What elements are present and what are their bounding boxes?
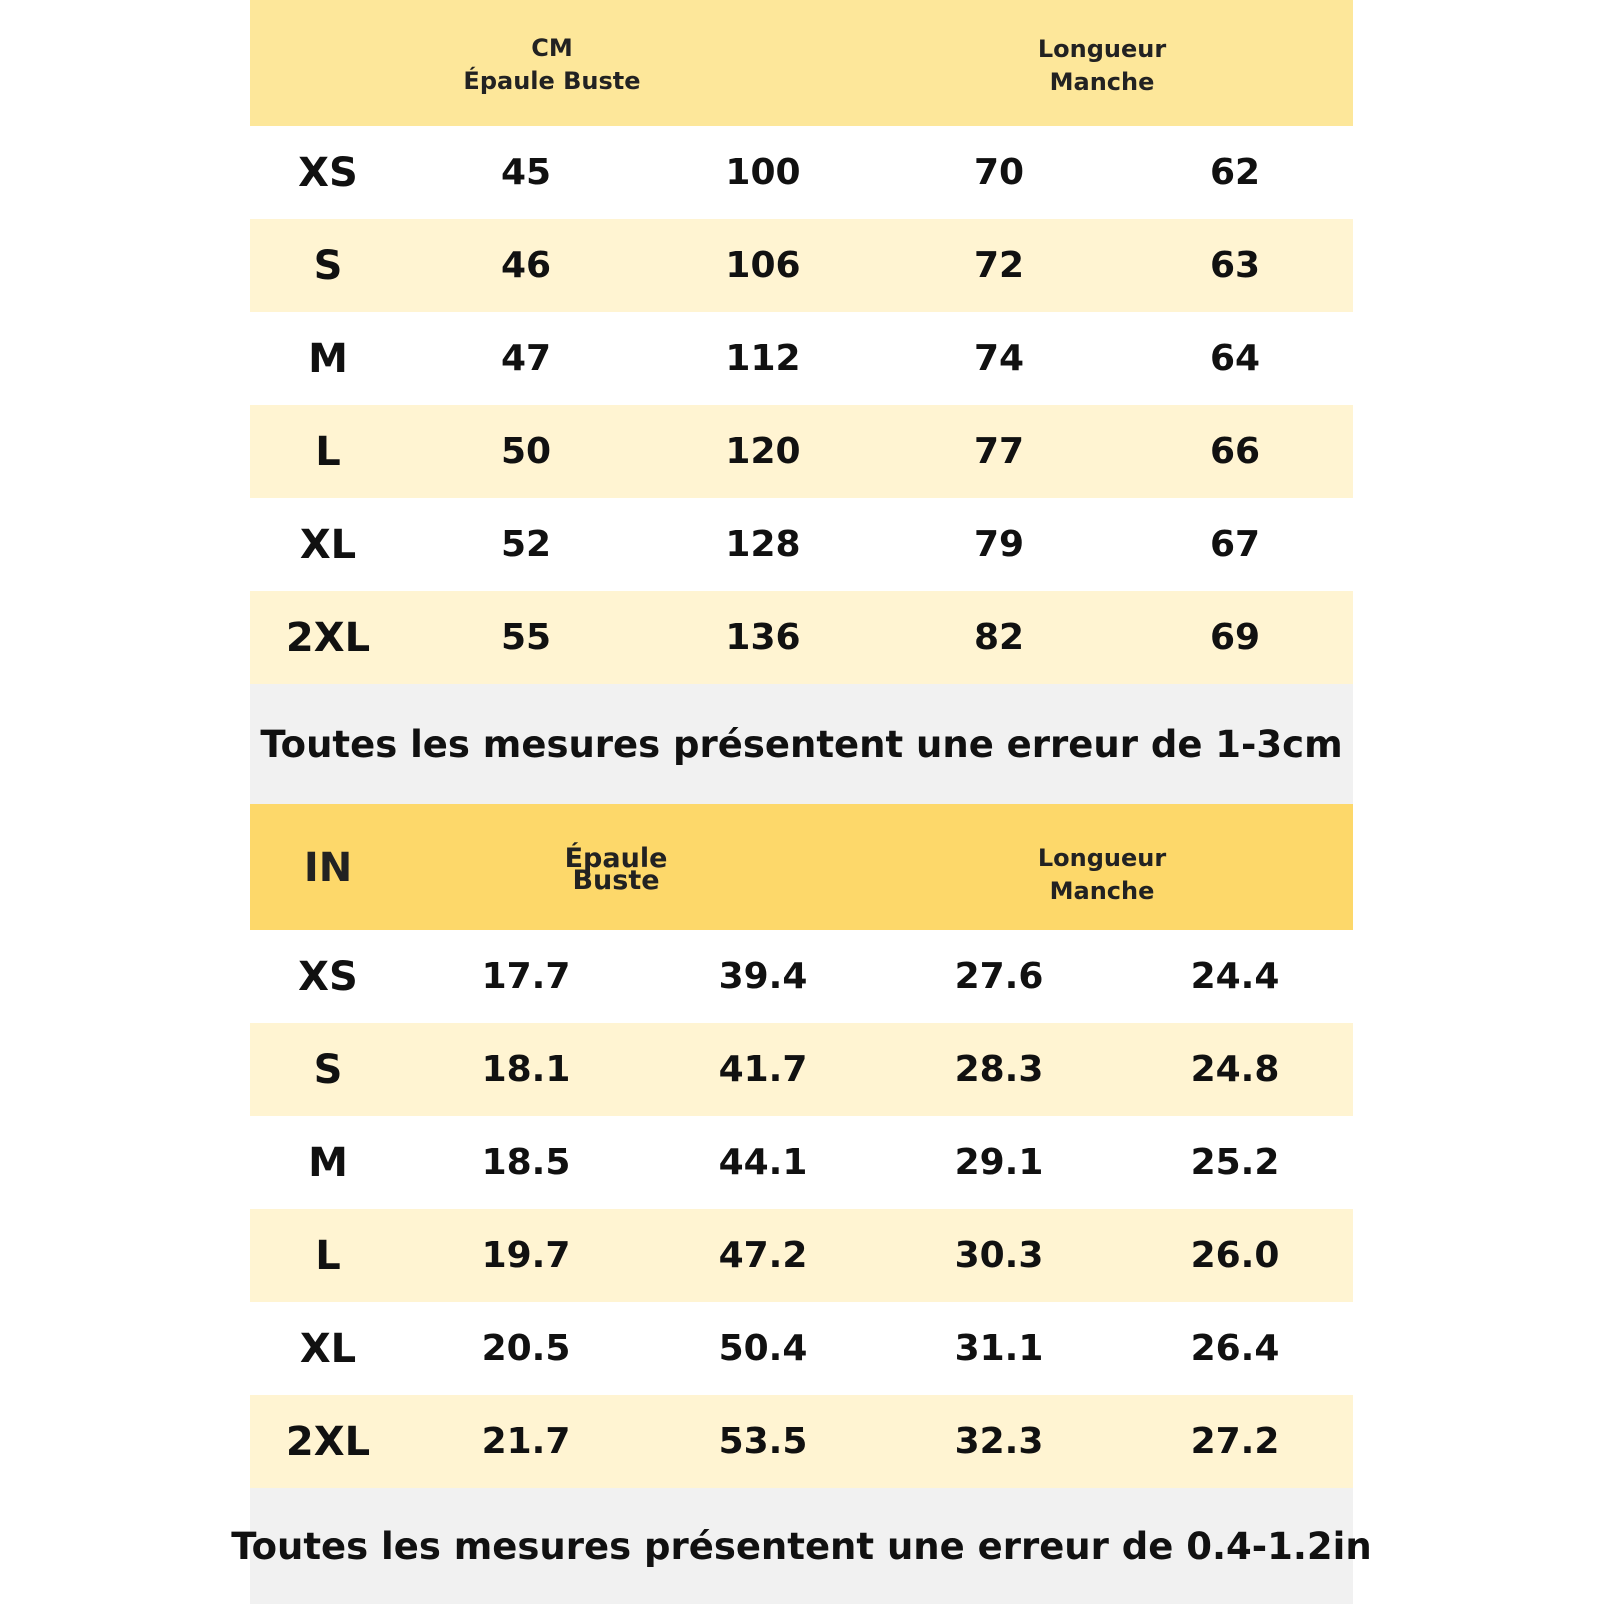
bust-cell: 47.2 — [718, 1235, 808, 1276]
size-cell: XL — [299, 521, 357, 568]
length-cell: 28.3 — [954, 1049, 1044, 1090]
shoulder-cell: 52 — [500, 524, 552, 565]
size-chart — [231, 0, 1372, 1604]
size-cell: XL — [299, 1325, 357, 1372]
in-unit-label: IN — [303, 845, 353, 891]
bust-cell: 53.5 — [718, 1421, 808, 1462]
size-cell: L — [315, 428, 341, 475]
size-cell: L — [315, 1232, 341, 1279]
table-row — [250, 126, 1353, 219]
shoulder-cell: 46 — [500, 245, 552, 286]
shoulder-cell: 18.1 — [481, 1049, 571, 1090]
size-cell: S — [313, 242, 343, 289]
length-cell: 31.1 — [954, 1328, 1044, 1369]
in-length-sleeve-label — [990, 842, 1214, 908]
shoulder-cell: 17.7 — [481, 956, 571, 997]
cm-shoulder-bust-label: Épaule Buste — [463, 67, 641, 95]
shoulder-cell: 20.5 — [481, 1328, 571, 1369]
size-cell: XS — [298, 149, 358, 196]
sleeve-cell: 64 — [1209, 338, 1261, 379]
sleeve-cell: 26.0 — [1190, 1235, 1280, 1276]
shoulder-cell: 21.7 — [481, 1421, 571, 1462]
shoulder-cell: 47 — [500, 338, 552, 379]
table-row — [250, 405, 1353, 498]
sleeve-cell: 63 — [1209, 245, 1261, 286]
cm-length-label: Longueur — [1037, 35, 1167, 63]
sleeve-cell: 69 — [1209, 617, 1261, 658]
in-shoulder-bust-label — [504, 843, 728, 896]
table-row — [250, 1116, 1353, 1209]
length-cell: 27.6 — [954, 956, 1044, 997]
length-cell: 74 — [973, 338, 1025, 379]
table-row — [250, 591, 1353, 684]
in-length-label: Longueur — [1037, 844, 1167, 872]
bust-cell: 44.1 — [718, 1142, 808, 1183]
sleeve-cell: 25.2 — [1190, 1142, 1280, 1183]
in-tolerance-note: Toutes les mesures présentent une erreur de 0.4-1.2in — [250, 1488, 1353, 1604]
in-shoulder-label: Épaule — [564, 843, 668, 874]
cm-sleeve-label: Manche — [1049, 68, 1155, 96]
length-cell: 82 — [973, 617, 1025, 658]
shoulder-cell: 18.5 — [481, 1142, 571, 1183]
table-row — [250, 219, 1353, 312]
size-cell: XS — [298, 953, 358, 1000]
in-table-header — [250, 804, 1353, 930]
table-row — [250, 1395, 1353, 1488]
bust-cell: 128 — [725, 524, 801, 565]
bust-cell: 136 — [725, 617, 801, 658]
size-cell: 2XL — [285, 1418, 371, 1465]
table-row — [250, 1302, 1353, 1395]
cm-header-label — [440, 32, 664, 98]
bust-cell: 100 — [725, 152, 801, 193]
bust-cell: 41.7 — [718, 1049, 808, 1090]
length-cell: 79 — [973, 524, 1025, 565]
length-cell: 29.1 — [954, 1142, 1044, 1183]
bust-cell: 120 — [725, 431, 801, 472]
table-row — [250, 930, 1353, 1023]
shoulder-cell: 45 — [500, 152, 552, 193]
bust-cell: 112 — [725, 338, 801, 379]
bust-cell: 106 — [725, 245, 801, 286]
sleeve-cell: 24.4 — [1190, 956, 1280, 997]
shoulder-cell: 50 — [500, 431, 552, 472]
table-row — [250, 1209, 1353, 1302]
cm-unit-label: CM — [531, 34, 573, 62]
length-cell: 77 — [973, 431, 1025, 472]
in-sleeve-label: Manche — [1049, 877, 1155, 905]
cm-length-sleeve-label — [990, 33, 1214, 99]
sleeve-cell: 27.2 — [1190, 1421, 1280, 1462]
sleeve-cell: 26.4 — [1190, 1328, 1280, 1369]
size-cell: 2XL — [285, 614, 371, 661]
table-row — [250, 312, 1353, 405]
length-cell: 72 — [973, 245, 1025, 286]
table-row — [250, 1023, 1353, 1116]
sleeve-cell: 66 — [1209, 431, 1261, 472]
size-cell: M — [308, 335, 348, 382]
table-row — [250, 498, 1353, 591]
bust-cell: 39.4 — [718, 956, 808, 997]
in-bust-label: Buste — [572, 865, 660, 896]
cm-table-header — [250, 0, 1353, 126]
size-cell: S — [313, 1046, 343, 1093]
length-cell: 30.3 — [954, 1235, 1044, 1276]
length-cell: 32.3 — [954, 1421, 1044, 1462]
sleeve-cell: 62 — [1209, 152, 1261, 193]
shoulder-cell: 19.7 — [481, 1235, 571, 1276]
length-cell: 70 — [973, 152, 1025, 193]
cm-tolerance-note: Toutes les mesures présentent une erreur de 1-3cm — [250, 684, 1353, 804]
sleeve-cell: 67 — [1209, 524, 1261, 565]
bust-cell: 50.4 — [718, 1328, 808, 1369]
shoulder-cell: 55 — [500, 617, 552, 658]
size-cell: M — [308, 1139, 348, 1186]
sleeve-cell: 24.8 — [1190, 1049, 1280, 1090]
